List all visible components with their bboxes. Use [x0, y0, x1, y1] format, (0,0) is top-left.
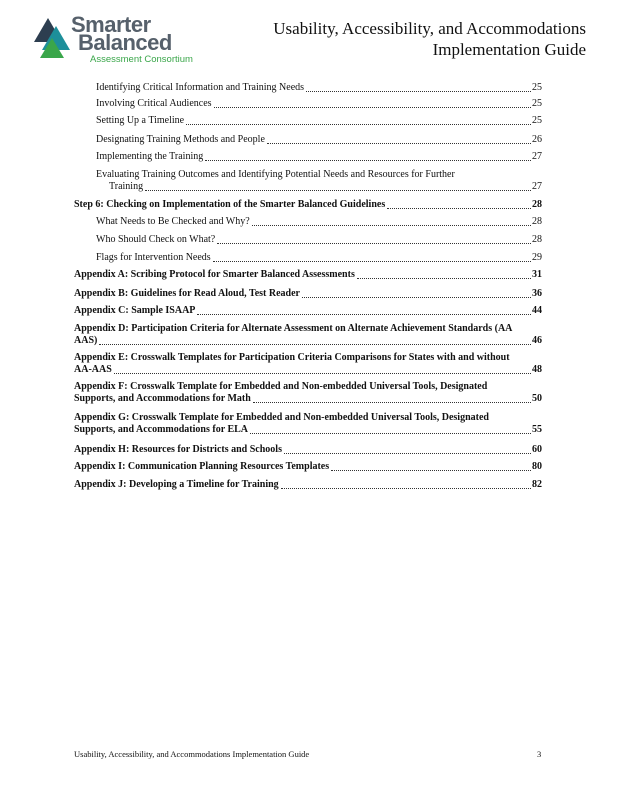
toc-entry-page: 28	[532, 234, 542, 245]
toc-entry-title: Implementing the Training	[96, 151, 204, 162]
toc-entry[interactable]	[74, 288, 542, 300]
toc-entry[interactable]	[74, 305, 542, 317]
smarter-balanced-logo	[34, 12, 193, 66]
toc-entry-title: Flags for Intervention Needs	[96, 252, 211, 263]
toc-entry-title: Appendix G: Crosswalk Template for Embedded and Non-embedded Universal Tools, Designated	[74, 412, 489, 423]
toc-entry-title: Who Should Check on What?	[96, 234, 216, 245]
toc-entry-title: Appendix D: Participation Criteria for Alternate Assessment on Alternate Achievement Standards (AA	[74, 323, 513, 334]
toc-entry-title-cont: Training	[109, 181, 144, 192]
toc-entry-title: Appendix A: Scribing Protocol for Smarter Balanced Assessments	[74, 269, 355, 280]
toc-entry[interactable]	[96, 134, 542, 146]
toc-entry[interactable]	[96, 82, 542, 94]
toc-entry-page: 31	[532, 269, 542, 280]
dot-leader	[205, 159, 531, 161]
toc-entry-page: 28	[532, 216, 542, 227]
toc-entry-title: Appendix J: Developing a Timeline for Training	[74, 479, 279, 490]
dot-leader	[302, 296, 531, 298]
toc-entry-title: Appendix E: Crosswalk Templates for Participation Criteria Comparisons for States with and without	[74, 352, 510, 363]
toc-entry[interactable]	[74, 479, 542, 491]
toc-entry[interactable]	[96, 216, 542, 228]
toc-entry-title: Setting Up a Timeline	[96, 115, 185, 126]
toc-entry[interactable]	[96, 115, 542, 127]
dot-leader	[213, 260, 531, 262]
toc-entry[interactable]	[74, 269, 542, 281]
document-title-line1: Usability, Accessibility, and Accommodations	[273, 19, 586, 38]
toc-entry[interactable]	[74, 323, 554, 347]
toc-entry-page: 55	[532, 424, 542, 435]
dot-leader	[284, 452, 531, 454]
toc-entry-page: 29	[532, 252, 542, 263]
toc-entry-title: Evaluating Training Outcomes and Identifying Potential Needs and Resources for Further	[96, 169, 455, 180]
toc-entry[interactable]	[74, 352, 554, 376]
document-title-line2: Implementation Guide	[432, 40, 586, 59]
toc-entry-page: 26	[532, 134, 542, 145]
toc-entry-page: 25	[532, 98, 542, 109]
dot-leader	[281, 487, 531, 489]
toc-entry[interactable]	[74, 412, 542, 436]
toc-entry-title: Involving Critical Audiences	[96, 98, 212, 109]
toc-entry-title: Identifying Critical Information and Training Needs	[96, 82, 305, 93]
dot-leader	[387, 207, 531, 209]
footer-page-number: 3	[537, 749, 542, 759]
dot-leader	[267, 142, 531, 144]
toc-entry-page: 60	[532, 444, 542, 455]
logo-subtitle: Assessment Consortium	[90, 54, 193, 65]
toc-entry-title: Appendix H: Resources for Districts and Schools	[74, 444, 282, 455]
toc-entry-page: 27	[532, 151, 542, 162]
dot-leader	[306, 90, 531, 92]
toc-entry[interactable]	[96, 151, 542, 163]
dot-leader	[114, 372, 531, 374]
toc-entry-page: 36	[532, 288, 542, 299]
dot-leader	[357, 277, 531, 279]
toc-entry-page: 48	[532, 364, 542, 375]
dot-leader	[214, 106, 531, 108]
logo-word-balanced: Balanced	[78, 30, 172, 55]
toc-entry[interactable]	[74, 444, 542, 456]
dot-leader	[145, 189, 531, 191]
footer-document-name: Usability, Accessibility, and Accommodations Implementation Guide	[74, 749, 310, 759]
toc-entry-page: 25	[532, 115, 542, 126]
toc-entry[interactable]	[96, 234, 542, 246]
toc-entry-title: Appendix C: Sample ISAAP	[74, 305, 196, 316]
toc-entry-title: Designating Training Methods and People	[96, 134, 265, 145]
toc-entry-page: 25	[532, 82, 542, 93]
toc-entry-page: 82	[532, 479, 542, 490]
logo-mark-icon	[34, 16, 74, 62]
dot-leader	[331, 469, 531, 471]
dot-leader	[217, 242, 531, 244]
toc-entry-title-cont: AAS)	[74, 335, 98, 346]
toc-entry[interactable]	[96, 98, 542, 110]
toc-entry[interactable]	[74, 461, 542, 473]
dot-leader	[250, 432, 531, 434]
toc-entry[interactable]	[74, 199, 542, 211]
toc-entry[interactable]	[74, 381, 542, 405]
toc-entry-title-cont: Supports, and Accommodations for ELA	[74, 424, 249, 435]
toc-entry-page: 80	[532, 461, 542, 472]
document-title	[273, 18, 586, 60]
toc-entry-page: 27	[532, 181, 542, 192]
dot-leader	[253, 401, 531, 403]
dot-leader	[252, 224, 531, 226]
toc-entry-page: 28	[532, 199, 542, 210]
dot-leader	[99, 343, 531, 345]
toc-entry-title-cont: AA-AAS	[74, 364, 112, 375]
toc-entry-title: Appendix I: Communication Planning Resources Templates	[74, 461, 330, 472]
toc-entry-page: 50	[532, 393, 542, 404]
toc-entry-title-cont: Supports, and Accommodations for Math	[74, 393, 251, 404]
toc-entry-title: Step 6: Checking on Implementation of the Smarter Balanced Guidelines	[74, 199, 386, 210]
toc-entry-page: 44	[532, 305, 542, 316]
dot-leader	[186, 123, 531, 125]
toc-entry[interactable]	[96, 252, 542, 264]
toc-entry-title: Appendix F: Crosswalk Template for Embedded and Non-embedded Universal Tools, Designated	[74, 381, 488, 392]
dot-leader	[197, 313, 531, 315]
toc-entry-title: Appendix B: Guidelines for Read Aloud, Test Reader	[74, 288, 300, 299]
toc-entry-page: 46	[532, 335, 542, 346]
logo-word-smarter: Smarter	[71, 12, 151, 37]
toc-entry-title: What Needs to Be Checked and Why?	[96, 216, 250, 227]
toc-entry[interactable]	[96, 169, 542, 193]
